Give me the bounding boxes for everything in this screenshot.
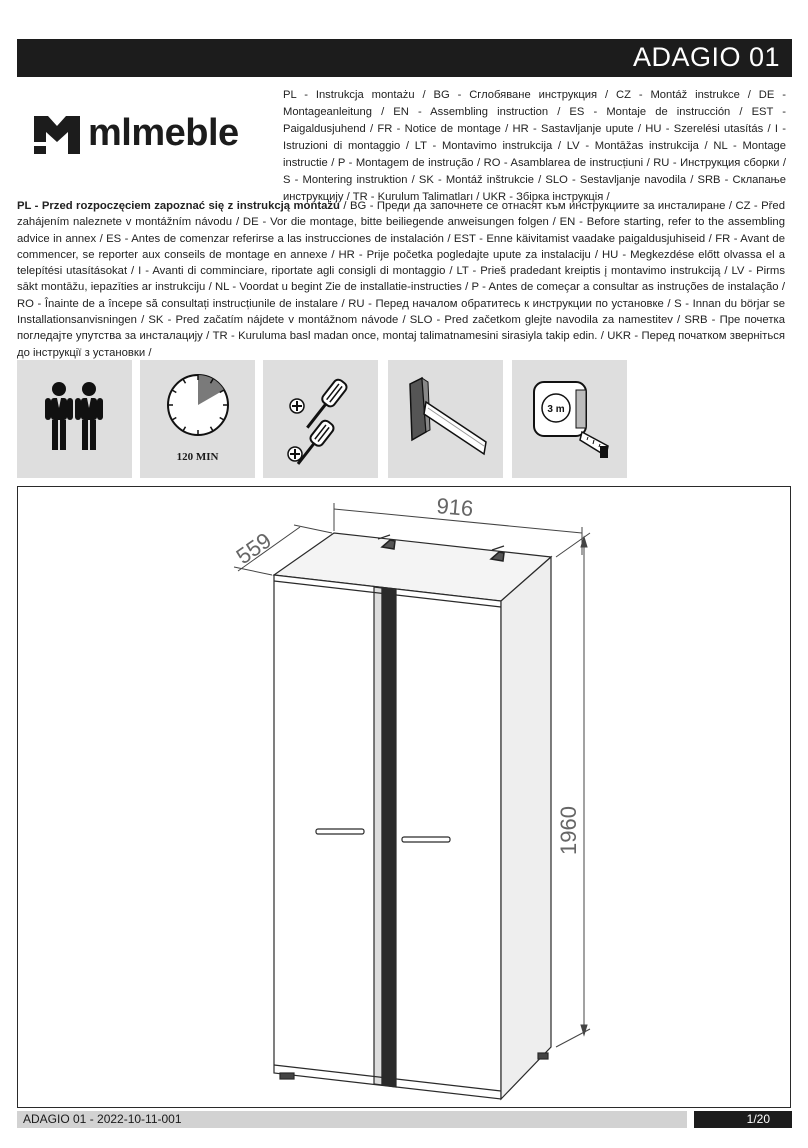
left-door-handle bbox=[316, 829, 364, 834]
intro-paragraph bbox=[17, 198, 785, 361]
right-door-handle bbox=[402, 837, 450, 842]
intro-rest: / BG - Преди да започнете се отнасят към инструкциите за инсталиране / CZ - Před zahájením naleznete v montážním návodu / DE - Vor die montage, bitte beiliegende anweisungen folgen / EN - Before starting, refer to the assembling advice in annex / ES - Antes de comenzar referirse a las instrucciones de instalación / EST - Enne käivitamist vaadake paigaldusjuhiseid / FR - Avant de commencer, se reporter aux conseils de montage en annexe / HR - Prije početka pogledajte upute za instalaciju / HU - Megkezdése előtt olvassa el a telepítési utasításokat / I - Avanti di comminciare, riportate agli consigli di montaggio / LT - Prieš pradedant kreiptis į montavimo instrukciją / LV - Pirms sākt montāžu, iepazīties ar instrukciju / NL - Voordat u begint Zie de installatie-instructies / P - Antes de começar a consultar as instruções de instalação / RO - Înainte de a începe să consultați instrucțiunile de instalare / RU - Перед началом обратитесь к инструкции по установке / S - Innan du börjar se Installationsanvisningen / SK - Pred začatím nájdete v montážnom návode / SLO - Pred začetkom glejte navodila za namestitev / SRB - Пре почетка погледајте упутства за инсталацију / TR - Kuruluma basl madan once, montaj talimatnamesini sirasiyla takip edin. / UKR - Перед початком зверніться до інструкції з установки / bbox=[17, 200, 785, 359]
tape-measure-icon bbox=[512, 360, 627, 478]
page-number-bar bbox=[694, 1111, 792, 1128]
time-label: 120 MIN bbox=[176, 451, 219, 463]
footer-bar bbox=[17, 1111, 687, 1128]
brand-name: mlmeble bbox=[88, 112, 239, 154]
brand-logo bbox=[32, 110, 272, 158]
wardrobe-side-face bbox=[501, 557, 551, 1099]
intro-lead: PL - Przed rozpoczęciem zapoznać się z instrukcją montażu bbox=[17, 200, 340, 212]
hammer-icon bbox=[388, 360, 503, 478]
screwdrivers-tile bbox=[263, 360, 378, 478]
document-id: ADAGIO 01 - 2022-10-11-001 bbox=[23, 1112, 182, 1126]
product-drawing-frame bbox=[17, 486, 791, 1108]
languages-list: PL - Instrukcja montażu / BG - Сглобяване инструкция / CZ - Montáž instrukce / DE - Montageanleitung / EN - Assembling instruction / ES - Montaje de instrucción / EST - Paigaldusjuhend / FR - Notice de montage / HR - Sastavljanje upute / HU - Szerelési utasítás / I - Istruzioni di montaggio / LT - Montavimo instrukcija / LV - Montāžas instrukcija / NL - Montage instructie / P - Montagem de instrução / RO - Asamblarea de instrucțiuni / RU - Инструкция сборки / S - Montering instruktion / SK - Montáž inštrukcie / SLO - Sestavljanje navodila / SRB - Склапање инструкцију / TR - Kurulum Talimatları / UKR - Збірка інструкція / bbox=[283, 89, 786, 203]
page-number: 1/20 bbox=[746, 1112, 770, 1126]
height-dimension-label: 1960 bbox=[556, 806, 581, 855]
screwdrivers-icon bbox=[263, 360, 378, 478]
title-bar bbox=[17, 39, 792, 77]
tape-measure-label: 3 m bbox=[547, 404, 565, 415]
tape-measure-tile bbox=[512, 360, 627, 478]
hammer-tile bbox=[388, 360, 503, 478]
wardrobe-drawing bbox=[18, 487, 790, 1107]
depth-dimension-label: 559 bbox=[231, 527, 276, 570]
document-title: ADAGIO 01 bbox=[632, 42, 780, 72]
two-persons-icon bbox=[17, 360, 132, 478]
brand-logo-mark-icon bbox=[32, 110, 82, 156]
width-dimension-label: 916 bbox=[435, 493, 475, 522]
time-tile bbox=[140, 360, 255, 478]
two-persons-tile bbox=[17, 360, 132, 478]
